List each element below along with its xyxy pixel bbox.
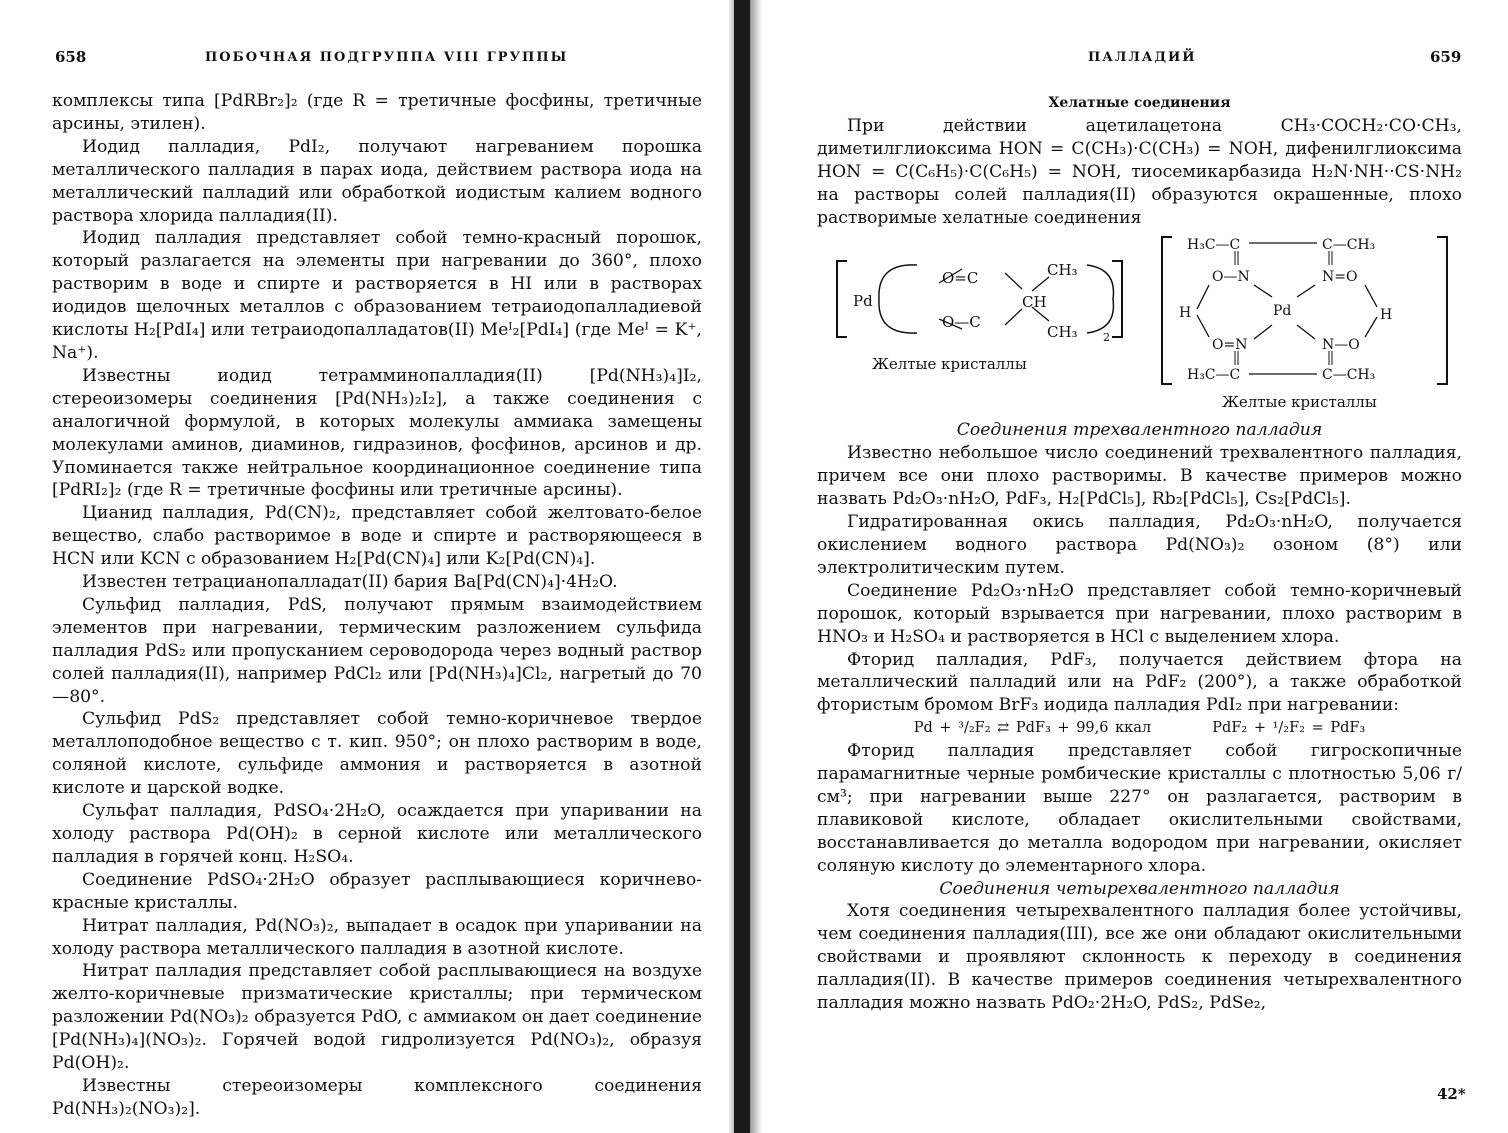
structure-caption: Желтые кристаллы xyxy=(1222,393,1377,412)
bracket-left xyxy=(1162,237,1172,384)
paragraph: Известно небольшое число соединений трехвалентного палладия, причем все они плохо растворимы. В качестве примеров можно назвать Pd₂O₃·nH₂O, PdF₃, H₂[PdCl₅], Rb₂[PdCl₅], Cs₂[PdCl₅]. xyxy=(817,443,1462,510)
atom-label: CH₃ xyxy=(1047,261,1078,280)
paragraph: Соединение PdSO₄·2H₂O образует расплывающиеся коричнево-красные кристаллы. xyxy=(52,869,702,913)
paragraph: Нитрат палладия, Pd(NO₃)₂, выпадает в осадок при упаривании на холоду раствора металлического палладия в азотной кислоте. xyxy=(52,915,702,959)
atom-label: 2 xyxy=(1103,331,1110,345)
chelate-structures xyxy=(817,229,1462,419)
atom-label: O=N xyxy=(1212,337,1248,354)
atom-label: H₃C—C xyxy=(1187,237,1241,254)
atom-label: Pd xyxy=(853,292,873,311)
book-gutter xyxy=(734,0,750,1133)
atom-label: H xyxy=(1179,305,1192,322)
atom-label: O—C xyxy=(942,313,981,332)
bracket-right xyxy=(1437,237,1447,384)
signature-mark: 42* xyxy=(1437,1085,1466,1103)
page-number: 659 xyxy=(1430,48,1462,66)
right-page-body xyxy=(817,92,1462,1015)
section-title: Соединения четырехвалентного палладия xyxy=(939,878,1340,899)
left-page-body xyxy=(52,90,702,1121)
paragraph: Известен тетрацианопалладат(II) бария Ba[Pd(CN)₄]·4H₂O. xyxy=(82,572,618,593)
atom-label: CH xyxy=(1022,293,1047,312)
left-page xyxy=(0,0,735,1133)
atom-label: O—N xyxy=(1212,269,1250,286)
subheading: Хелатные соединения xyxy=(1048,95,1231,111)
paragraph: Хотя соединения четырехвалентного палладия более устойчивы, чем соединения палладия(III), все же они обладают окислительными свойствами и проявляют склонность к переходу в соединения палладия(II). В качестве примеров соединения четырехвалентного палладия можно назвать PdO₂·2H₂O, PdS₂, PdSe₂, xyxy=(817,901,1462,1014)
running-header: ПАЛЛАДИЙ xyxy=(1088,50,1197,65)
chelate-arc xyxy=(1087,265,1113,333)
equations xyxy=(817,717,1462,740)
atom-label: H xyxy=(1380,307,1393,324)
paragraph: Сульфат палладия, PdSO₄·2H₂O, осаждается при упаривании на холоду раствора Pd(OH)₂ в серной кислоте или металлического палладия в горячей конц. H₂SO₄. xyxy=(52,801,702,867)
paragraph: Фторид палладия, PdF₃, получается действием фтора на металлический палладий или на PdF₂ (200°), а также обработкой фтористым бромом BrF₃ иодида палладия PdI₂ при нагревании: xyxy=(817,649,1462,716)
atom-label: C—CH₃ xyxy=(1322,237,1376,254)
paragraph: Иодид палладия представляет собой темно-красный порошок, который разлагается на элементы при нагревании до 360°, плохо растворим в воде и спирте и растворяется в HI или в растворах иодидов щелочных металлов с образованием тетраиодопалладиевой кислоты H₂[PdI₄] или тетраиодопалладатов(II) Meᴵ₂[PdI₄] (где Meᴵ = K⁺, Na⁺). xyxy=(52,228,702,363)
atom-label: CH₃ xyxy=(1047,323,1078,342)
structure-drawings xyxy=(817,229,1462,419)
paragraph: Известны иодид тетрамминопалладия(II) [Pd(NH₃)₄]I₂, стереоизомеры соединения [Pd(NH₃)₂I₂], а также соединения с аналогичной формулой, в которых молекулы аммиака замещены молекулами аминов, диаминов, гидразинов, фосфинов, арсинов и др. Упоминается также нейтральное координационное соединение типа [PdRI₂]₂ (где R = третичные фосфины или третичные арсины). xyxy=(52,365,702,501)
paragraph: Сульфид палладия, PdS, получают прямым взаимодействием элементов при нагревании, термическим разложением сульфида палладия PdS₂ или пропусканием сероводорода через водный раствор солей палладия(II), например PdCl₂ или [Pd(NH₃)₄]Cl₂, нагретый до 70—80°. xyxy=(52,594,702,707)
paragraph: Фторид палладия представляет собой гигроскопичные парамагнитные черные ромбические кристаллы с плотностью 5,06 г/см³; при нагревании выше 227° он разлагается, растворим в плавиковой кислоте, обладает окислительными свойствами, восстанавливается до металла водородом при нагревании, окисляет соляную кислоту до элементарного хлора. xyxy=(817,741,1462,876)
page-number: 658 xyxy=(55,48,87,66)
structure-caption: Желтые кристаллы xyxy=(872,355,1027,374)
paragraph: Нитрат палладия представляет собой расплывающиеся на воздухе желто-коричневые призматические кристаллы; при термическом разложении Pd(NO₃)₂ образуется PdO, с аммиаком он дает соединение [Pd(NH₃)₄](NO₃)₂. Горячей водой гидролизуется Pd(NO₃)₂, образуя Pd(OH)₂. xyxy=(52,961,702,1074)
paragraph: Гидратированная окись палладия, Pd₂O₃·nH₂O, получается окислением водного раствора Pd(NO₃)₂ озоном (8°) или электролитическим путем. xyxy=(817,512,1462,578)
atom-label: N—O xyxy=(1322,337,1360,354)
atom-label: N=O xyxy=(1322,269,1358,286)
equation: Pd + ³/₂F₂ ⇄ PdF₃ + 99,6 ккал xyxy=(913,720,1152,737)
atom-label: O=C xyxy=(942,269,979,288)
gutter-shadow xyxy=(750,0,762,1133)
chelate-arc xyxy=(879,265,917,333)
section-title: Соединения трехвалентного палладия xyxy=(956,420,1323,441)
paragraph: Соединение Pd₂O₃·nH₂O представляет собой темно-коричневый порошок, который взрывается при нагревании, плохо растворим в HNO₃ и H₂SO₄ и растворяется в HCl с выделением хлора. xyxy=(817,580,1462,647)
atom-label: H₃C—C xyxy=(1187,367,1241,384)
equation: PdF₂ + ¹/₂F₂ = PdF₃ xyxy=(1212,720,1366,737)
right-page xyxy=(765,0,1508,1133)
atom-label: Pd xyxy=(1273,303,1292,320)
paragraph: Известны стереоизомеры комплексного соединения Pd(NH₃)₂(NO₃)₂]. xyxy=(52,1075,702,1119)
paragraph: При действии ацетилацетона CH₃·COCH₂·CO·CH₃, диметилглиоксима HON = C(CH₃)·C(CH₃) = NOH, дифенилглиоксима HON = C(C₆H₅)·C(C₆H₅) = NOH, тиосемикарбазида H₂N·NH··CS·NH₂ на растворы солей палладия(II) образуются окрашенные, плохо растворимые хелатные соединения xyxy=(817,115,1462,228)
paragraph: Цианид палладия, Pd(CN)₂, представляет собой желтовато-белое вещество, слабо растворимое в воде и спирте и растворяющееся в HCN или KCN с образованием H₂[Pd(CN)₄] или K₂[Pd(CN)₄]. xyxy=(52,503,702,570)
atom-label: C—CH₃ xyxy=(1322,367,1376,384)
paragraph: Иодид палладия, PdI₂, получают нагреванием порошка металлического палладия в парах иода, действием раствора иода на металлический палладий или обработкой иодистым калием водного раствора хлорида палладия(II). xyxy=(52,136,702,226)
running-header: ПОБОЧНАЯ ПОДГРУППА VIII ГРУППЫ xyxy=(205,50,569,65)
paragraph: Сульфид PdS₂ представляет собой темно-коричневое твердое металлоподобное вещество с т. кип. 950°; он плохо растворим в воде, соляной кислоте, сульфиде аммония и растворяется в азотной кислоте и царской водке. xyxy=(52,709,702,799)
paragraph: комплексы типа [PdRBr₂]₂ (где R = третичные фосфины, третичные арсины, этилен). xyxy=(52,91,702,134)
bracket-left xyxy=(837,261,847,337)
